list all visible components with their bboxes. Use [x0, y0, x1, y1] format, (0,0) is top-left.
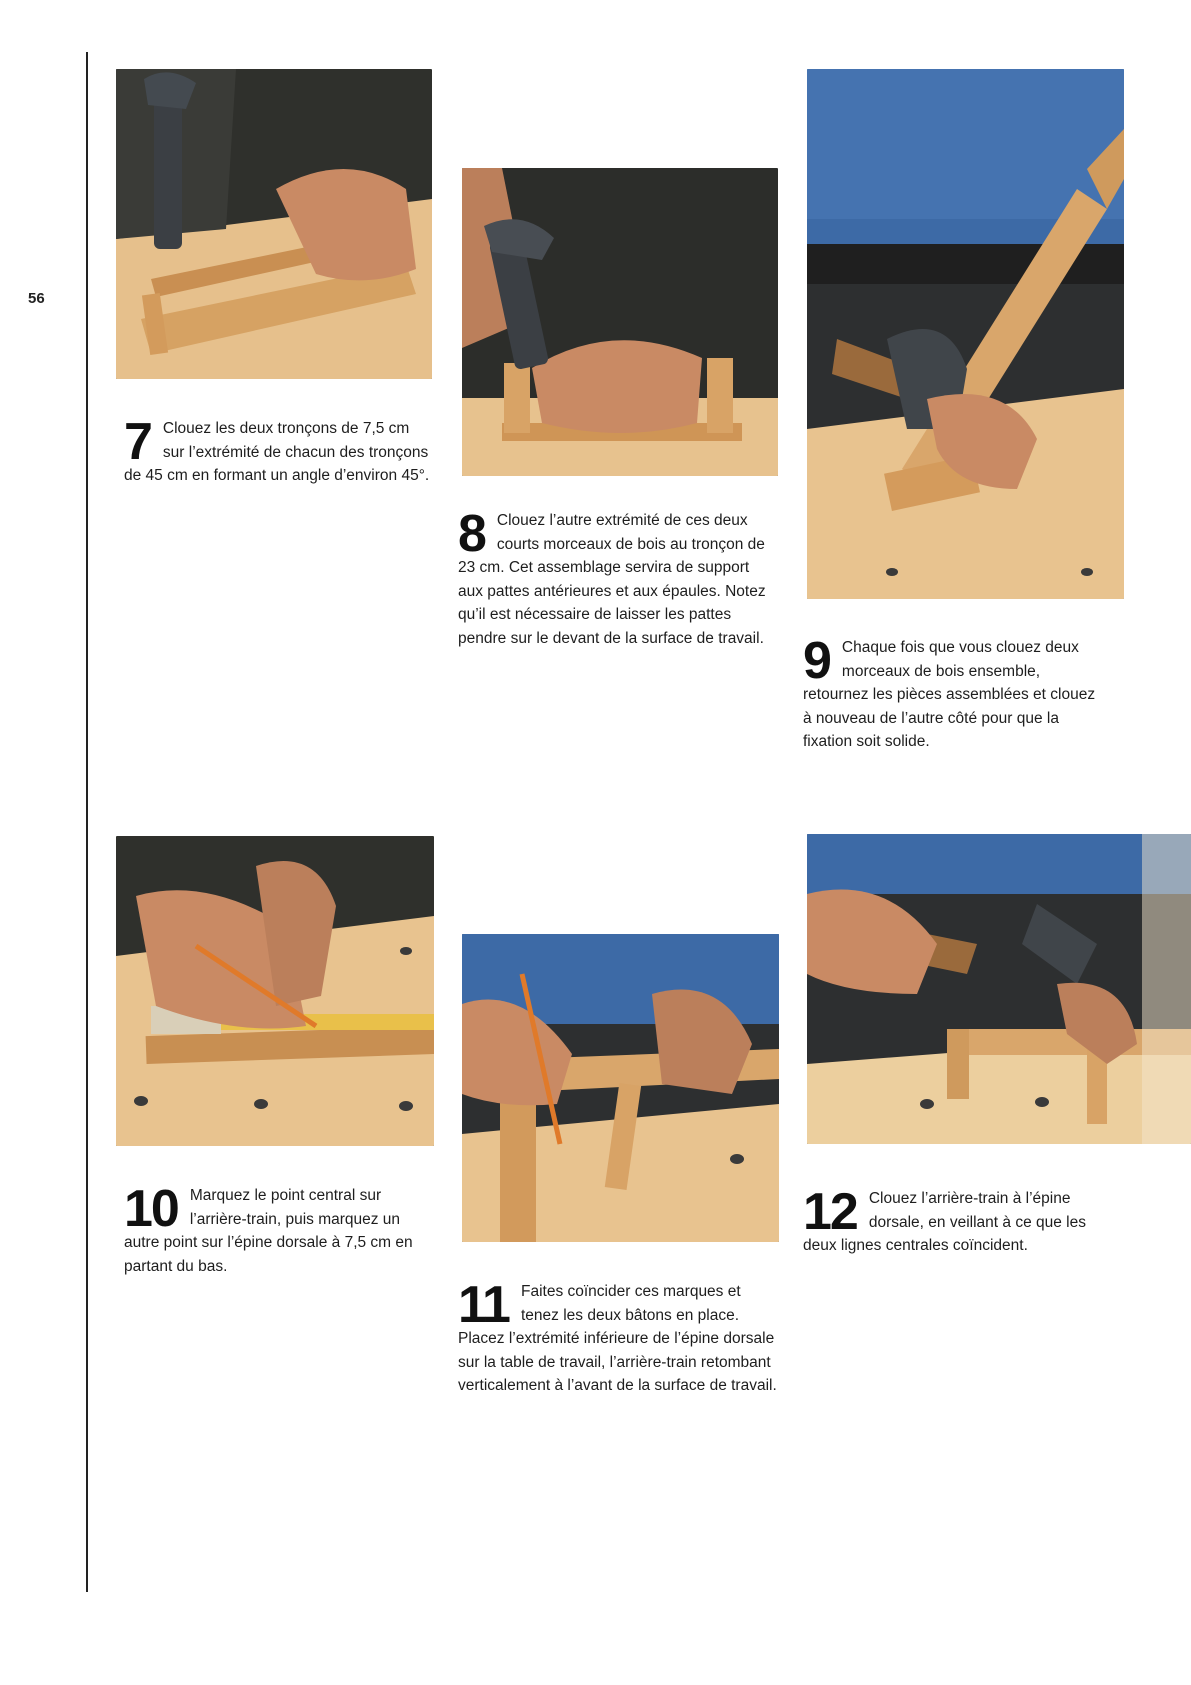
step-11: [458, 1276, 778, 1398]
photo-step-9: [807, 69, 1124, 599]
photo-step-11: [462, 934, 779, 1242]
step-text: Chaque fois que vous clouez deux morceaux de bois ensemble, retournez les pièces assemblées et clouez à nouveau de l’autre côté pour que la fixation soit solide.: [803, 639, 1096, 750]
step-number: 8: [458, 505, 485, 563]
step-10: [124, 1180, 432, 1278]
step-number: 12: [803, 1183, 857, 1241]
photo-step-12: [807, 834, 1191, 1144]
photo-step-7: [116, 69, 432, 379]
step-number: 9: [803, 632, 830, 690]
step-text: Marquez le point central sur l’arrière-train, puis marquez un autre point sur l’épine dorsale à 7,5 cm en partant du bas.: [124, 1187, 413, 1275]
step-text: Clouez l’arrière-train à l’épine dorsale, en veillant à ce que les deux lignes centrales coïncident.: [803, 1190, 1086, 1254]
step-number: 7: [124, 413, 151, 471]
step-number: 11: [458, 1276, 509, 1334]
margin-rule: [86, 52, 88, 1592]
step-8: [458, 505, 778, 650]
step-9: [803, 632, 1103, 754]
step-text: Faites coïncider ces marques et tenez les deux bâtons en place. Placez l’extrémité inférieure de l’épine dorsale sur la table de travail, l’arrière-train retombant verticalement à l’avant de la surface de travail.: [458, 1283, 777, 1394]
step-7: [124, 413, 432, 488]
step-text: Clouez l’autre extrémité de ces deux courts morceaux de bois au tronçon de 23 cm. Cet assemblage servira de support aux pattes antérieures et aux épaules. Notez qu’il est nécessaire de laisser les pattes pendre sur le devant de la surface de travail.: [458, 512, 766, 647]
step-12: [803, 1183, 1121, 1258]
step-text: Clouez les deux tronçons de 7,5 cm sur l’extrémité de chacun des tronçons de 45 cm en formant un angle d’environ 45°.: [124, 420, 430, 484]
step-number: 10: [124, 1180, 178, 1238]
page-number: 56: [28, 290, 45, 307]
photo-step-8: [462, 168, 778, 476]
photo-step-10: [116, 836, 434, 1146]
